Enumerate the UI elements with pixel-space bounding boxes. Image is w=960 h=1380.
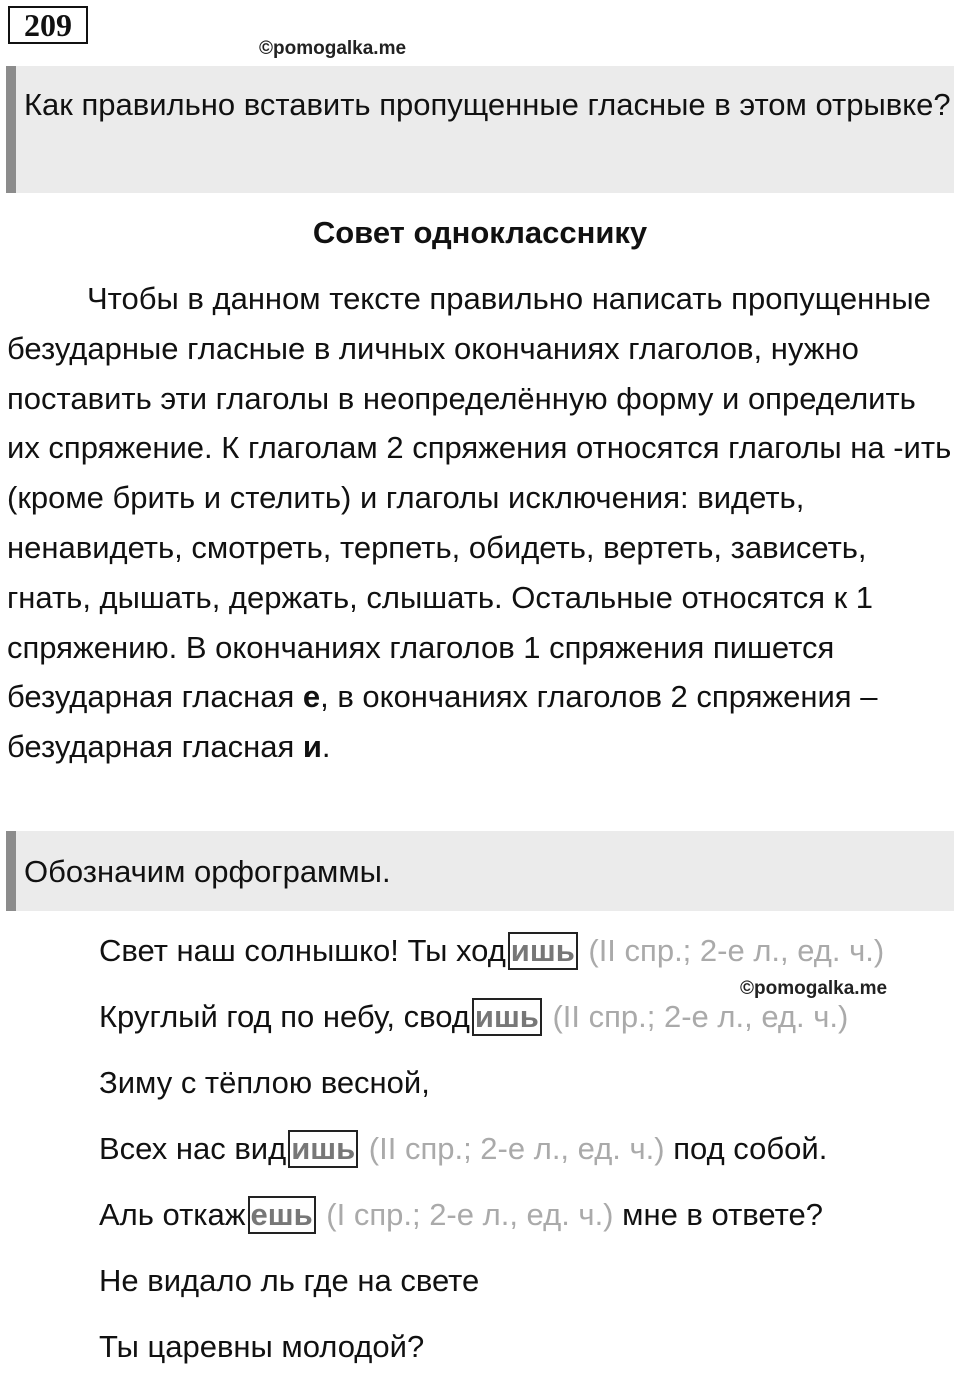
- line-text-after: под собой.: [673, 1131, 828, 1166]
- poem-line: [99, 1182, 954, 1248]
- ending-box: ишь: [288, 1130, 358, 1168]
- line-text: Зиму с тёплою весной,: [99, 1065, 430, 1100]
- advice-letter-i: и: [302, 729, 322, 765]
- line-text: Аль откаж: [99, 1197, 246, 1232]
- grammar-note: (II спр.; 2-е л., ед. ч.): [368, 1131, 665, 1166]
- line-text: Не видало ль где на свете: [99, 1263, 480, 1298]
- ending-box: ишь: [472, 998, 542, 1036]
- line-text: Свет наш солнышко! Ты ход: [99, 933, 506, 968]
- watermark-middle: ©pomogalka.me: [740, 978, 888, 999]
- poem-line: [99, 918, 954, 984]
- poem-line: [99, 1248, 954, 1314]
- poem-line: [99, 984, 954, 1050]
- poem: [99, 918, 954, 1380]
- line-text-after: мне в ответе?: [622, 1197, 823, 1232]
- watermark-top: ©pomogalka.me: [259, 38, 407, 59]
- advice-text-part3: .: [321, 729, 331, 765]
- poem-line: [99, 1116, 954, 1182]
- advice-text-part1: Чтобы в данном тексте правильно написать пропущенные безударные гласные в личных окончаниях глаголов, нужно поставить эти глаголы в неопределённую форму и определить их спряжение. К глаголам 2 спряжения относятся глаголы на -ить (кроме брить и стелить) и глаголы исключения: видеть, ненавидеть, смотреть, терпеть, обидеть, вертеть, зависеть, гнать, дышать, держать, слышать. Остальные относятся к 1 спряжению. В окончаниях глаголов 1 спряжения пишется безударная гласная: [7, 281, 952, 715]
- grammar-note: (I спр.; 2-е л., ед. ч.): [326, 1197, 614, 1232]
- poem-line: [99, 1314, 954, 1380]
- advice-paragraph: [7, 274, 953, 772]
- question-text: Как правильно вставить пропущенные гласные в этом отрывке?: [24, 87, 951, 122]
- advice-text-part2: , в окончаниях глаголов 2 спряжения – безударная гласная: [7, 679, 878, 765]
- grammar-note: (II спр.; 2-е л., ед. ч.): [552, 999, 849, 1034]
- poem-line: [99, 1050, 954, 1116]
- ending-box: ешь: [248, 1196, 316, 1234]
- line-text: Ты царевны молодой?: [99, 1329, 425, 1364]
- line-text: Всех нас вид: [99, 1131, 287, 1166]
- advice-letter-e: е: [302, 679, 321, 715]
- section-title: Обозначим орфограммы.: [24, 854, 391, 889]
- line-text: Круглый год по небу, свод: [99, 999, 470, 1034]
- question-box: [6, 66, 954, 193]
- section-box: [6, 831, 954, 911]
- ending-box: ишь: [508, 932, 578, 970]
- advice-title: Совет однокласснику: [312, 215, 648, 250]
- task-number: 209: [8, 6, 88, 44]
- grammar-note: (II спр.; 2-е л., ед. ч.): [588, 933, 885, 968]
